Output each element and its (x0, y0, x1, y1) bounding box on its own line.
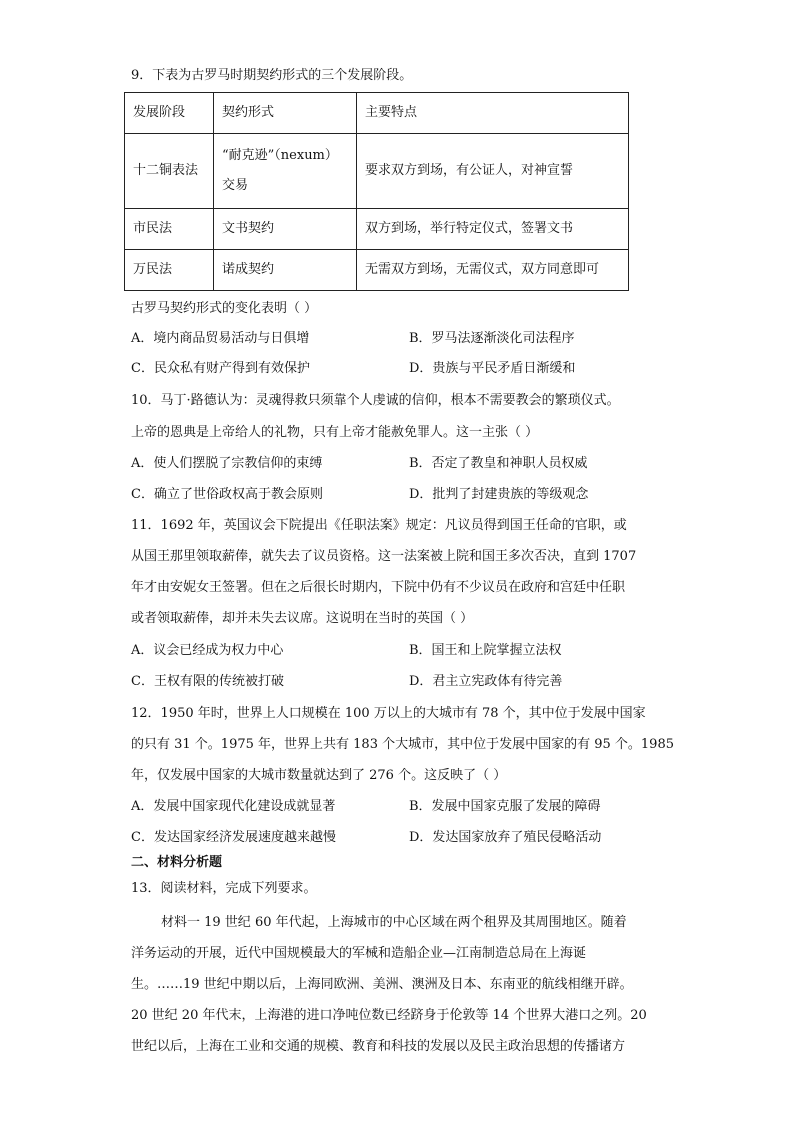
material-line: 20 世纪 20 年代末，上海港的进口净吨位数已经跻身于伦敦等 14 个世界大港口之列。20 (131, 1008, 647, 1023)
table-row (125, 250, 629, 291)
material-line: 洋务运动的开展，近代中国规模最大的军械和造船企业—江南制造总局在上海诞 (131, 946, 587, 961)
table-cell-feature: 无需双方到场，无需仪式，双方同意即可 (357, 250, 629, 291)
table-cell-feature: 要求双方到场，有公证人，对神宣誓 (357, 134, 629, 209)
table-cell-stage: 万民法 (125, 250, 214, 291)
q10-option-b[interactable]: B．否定了教皇和神职人员权威 (409, 456, 588, 471)
table-cell-form: 文书契约 (214, 209, 357, 250)
q12-line: 12．1950 年时，世界上人口规模在 100 万以上的大城市有 78 个，其中位于发展中国家 (131, 706, 646, 721)
q12-option-b[interactable]: B．发展中国家克服了发展的障碍 (409, 799, 601, 814)
q10-option-d[interactable]: D．批判了封建贵族的等级观念 (409, 487, 589, 502)
table-header-cell: 契约形式 (214, 93, 357, 134)
table-cell-stage: 十二铜表法 (125, 134, 214, 209)
q11-line: 11．1692 年，英国议会下院提出《任职法案》规定：凡议员得到国王任命的官职，或 (131, 518, 627, 533)
q11-line: 从国王那里领取薪俸，就失去了议员资格。这一法案被上院和国王多次否决，直到 1707 (131, 549, 637, 564)
table-cell-form: 诺成契约 (214, 250, 357, 291)
material-line: 材料一 19 世纪 60 年代起，上海城市的中心区域在两个租界及其周围地区。随着 (161, 915, 627, 930)
q11-option-c[interactable]: C．王权有限的传统被打破 (131, 674, 284, 689)
q10-line: 上帝的恩典是上帝给人的礼物，只有上帝才能赦免罪人。这一主张（ ） (131, 425, 539, 440)
table-row (125, 209, 629, 250)
table-cell-stage: 市民法 (125, 209, 214, 250)
contract-table (124, 92, 629, 291)
table-cell-feature: 双方到场，举行特定仪式，签署文书 (357, 209, 629, 250)
q9-option-c[interactable]: C．民众私有财产得到有效保护 (131, 361, 310, 376)
form-line: “耐克逊”（nexum） (222, 148, 338, 163)
q12-option-a[interactable]: A．发展中国家现代化建设成就显著 (131, 799, 336, 814)
q11-line: 或者领取薪俸，却并未失去议席。这说明在当时的英国（ ） (131, 611, 474, 626)
q12-line: 年，仅发展中国家的大城市数量就达到了 276 个。这反映了（ ） (131, 768, 507, 783)
q12-option-d[interactable]: D．发达国家放弃了殖民侵略活动 (409, 830, 602, 845)
q11-option-b[interactable]: B．国王和上院掌握立法权 (409, 643, 562, 658)
q11-option-a[interactable]: A．议会已经成为权力中心 (131, 643, 284, 658)
material-line: 世纪以后，上海在工业和交通的规模、教育和科技的发展以及民主政治思想的传播诸方 (131, 1039, 626, 1054)
table-header-row (125, 93, 629, 134)
q13-stem: 13．阅读材料，完成下列要求。 (131, 881, 317, 896)
table-row (125, 134, 629, 209)
q9-option-a[interactable]: A．境内商品贸易活动与日俱增 (131, 331, 310, 346)
table-header-cell: 主要特点 (357, 93, 629, 134)
table-cell-form (214, 134, 357, 209)
q12-option-c[interactable]: C．发达国家经济发展速度越来越慢 (131, 830, 336, 845)
q10-option-c[interactable]: C．确立了世俗政权高于教会原则 (131, 487, 323, 502)
q9-question: 古罗马契约形式的变化表明（ ） (131, 301, 318, 316)
q10-line: 10．马丁·路德认为：灵魂得救只须靠个人虔诚的信仰，根本不需要教会的繁琐仪式。 (131, 393, 620, 408)
q10-option-a[interactable]: A．使人们摆脱了宗教信仰的束缚 (131, 456, 323, 471)
q11-option-d[interactable]: D．君主立宪政体有待完善 (409, 674, 563, 689)
section-heading: 二、材料分析题 (131, 855, 223, 870)
q11-line: 年才由安妮女王签署。但在之后很长时期内，下院中仍有不少议员在政府和宫廷中任职 (131, 580, 626, 595)
form-line: 交易 (222, 178, 249, 193)
table-header-cell: 发展阶段 (125, 93, 214, 134)
q9-stem: 9．下表为古罗马时期契约形式的三个发展阶段。 (131, 68, 413, 83)
q12-line: 的只有 31 个。1975 年，世界上共有 183 个大城市，其中位于发展中国家的有 95 个。1985 (131, 737, 674, 752)
q9-option-d[interactable]: D．贵族与平民矛盾日渐缓和 (409, 361, 576, 376)
material-line: 生。……19 世纪中期以后，上海同欧洲、美洲、澳洲及日本、东南亚的航线相继开辟。 (131, 977, 633, 992)
q9-option-b[interactable]: B．罗马法逐渐淡化司法程序 (409, 331, 575, 346)
